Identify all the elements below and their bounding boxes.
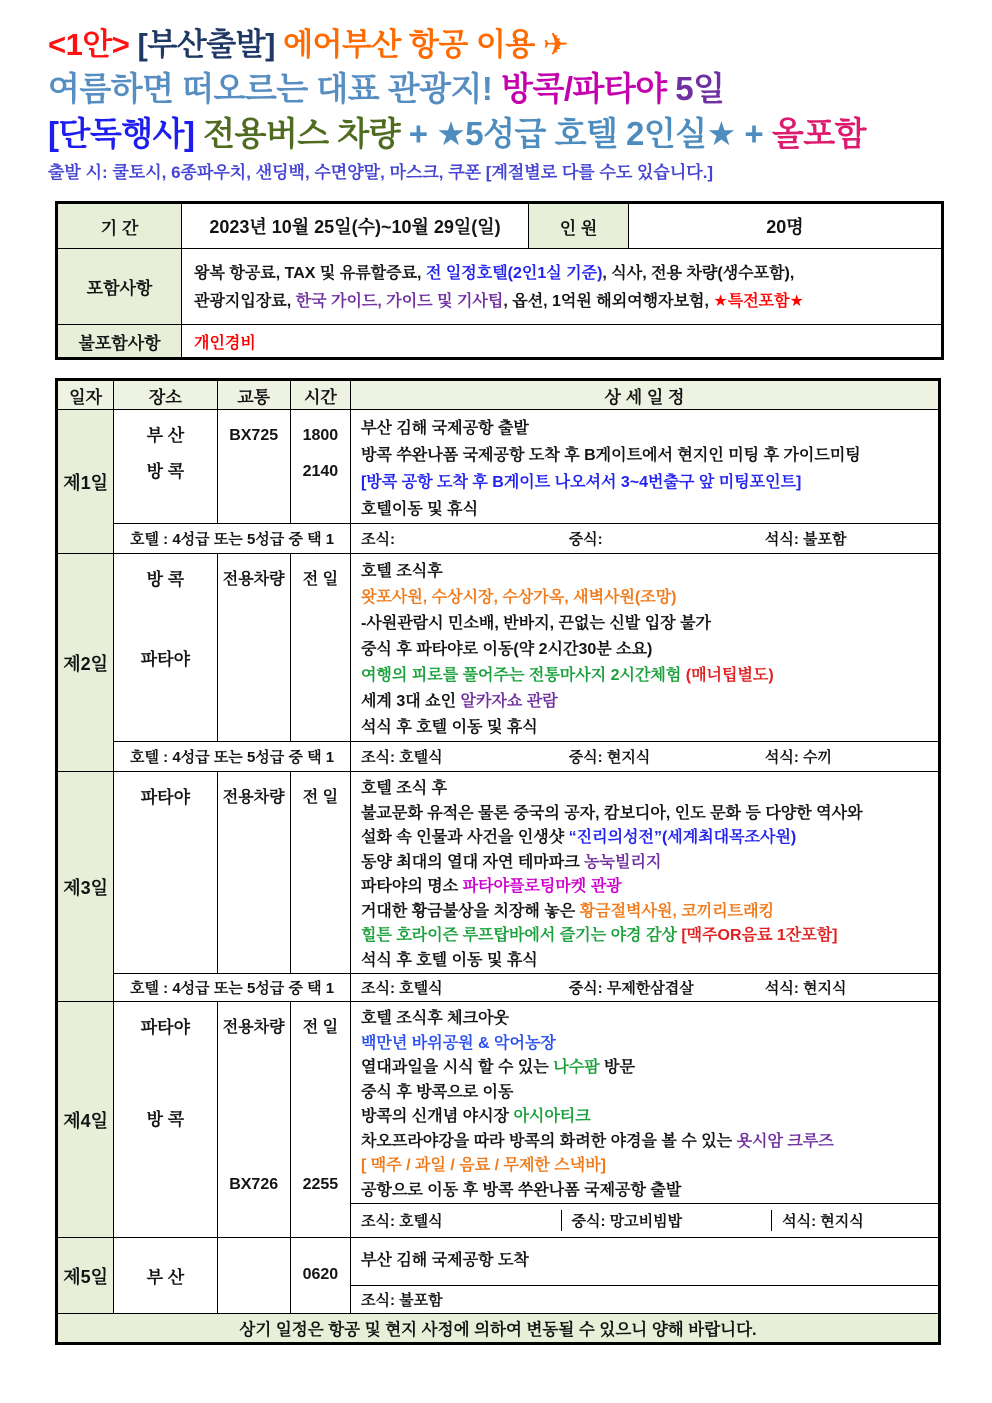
- detail-line: 여행의 피로를 풀어주는 전통마사지 2시간체험 (매너팁별도): [360, 667, 774, 684]
- hotel-cell: 호텔 : 4성급 또는 5성급 중 택 1: [114, 742, 351, 772]
- title-line-3: [단독행사] 전용버스 차량 + ★5성급 호텔 2인실★ + 올포함: [48, 115, 866, 152]
- transport-cell: [217, 1238, 290, 1314]
- detail-line: 호텔 조식후: [360, 563, 443, 580]
- people-value: 20명: [629, 203, 943, 249]
- transport-entry: 전용차량: [222, 789, 285, 806]
- detail-line: -사원관람시 민소배, 반바지, 끈없는 신발 입장 불가: [360, 615, 711, 632]
- time-entry: 1800: [302, 427, 339, 444]
- detail-line: 왓포사원, 수상시장, 수상가옥, 새벽사원(조망): [360, 589, 677, 606]
- detail-line: 차오프라야강을 따라 방콕의 화려한 야경을 볼 수 있는 욧시암 크루즈: [360, 1132, 834, 1150]
- period-value: 2023년 10월 25일(수)~10월 29일(일): [182, 203, 529, 249]
- meal-breakfast: 조식: 호텔식: [351, 1210, 562, 1231]
- detail-line: 동양 최대의 열대 자연 테마파크 농눅빌리지: [360, 853, 662, 871]
- place-entry: 파타야: [140, 650, 190, 669]
- col-header-place: 장소: [114, 380, 217, 410]
- transport-cell: [217, 554, 290, 742]
- meal-lunch: 중식: 망고비빔밥: [562, 1210, 773, 1231]
- meals-cell: [350, 742, 939, 772]
- detail-line: 방콕 쑤완나폼 국제공항 도착 후 B게이트에서 현지인 미팅 후 가이드미팅: [360, 447, 861, 464]
- detail-cell: [350, 1238, 939, 1286]
- hotel-cell: 호텔 : 4성급 또는 5성급 중 택 1: [114, 974, 351, 1002]
- meals-cell: [350, 1286, 939, 1314]
- detail-line: [방콕 공항 도착 후 B게이트 나오셔서 3~4번출구 앞 미팅포인트]: [360, 474, 802, 491]
- detail-line: 호텔이동 및 휴식: [360, 501, 479, 518]
- title-line-1: <1안> [부산출발] 에어부산 항공 이용 ✈: [48, 27, 569, 62]
- detail-line: 힐튼 호라이즌 루프탑바에서 즐기는 야경 감상 [맥주OR음료 1잔포함]: [360, 927, 838, 944]
- meal-dinner: 석식: 수끼: [764, 749, 832, 766]
- day-label: 제2일: [57, 554, 114, 772]
- place-cell: [114, 772, 217, 974]
- meal-dinner: 석식: 현지식: [782, 1213, 864, 1230]
- departure-gift-note: 출발 시: 쿨토시, 6종파우치, 샌딩백, 수면양말, 마스크, 쿠폰 [계절별로 다를 수도 있습니다.]: [48, 163, 714, 182]
- detail-cell: [350, 1002, 939, 1204]
- day-label: 제4일: [57, 1002, 114, 1238]
- detail-cell: [350, 410, 939, 524]
- period-label: 기 간: [57, 203, 182, 249]
- detail-line: 거대한 황금불상을 치장해 놓은 황금절벽사원, 코끼리트래킹: [360, 902, 775, 920]
- place-entry: 부 산: [146, 426, 185, 445]
- col-header-transport: 교통: [217, 380, 290, 410]
- detail-line: 호텔 조식 후: [360, 780, 448, 797]
- meal-lunch: 중식: 무제한삼겹살: [568, 980, 694, 997]
- detail-line: 공항으로 이동 후 방콕 쑤완나폼 국제공항 출발: [360, 1181, 682, 1199]
- included-line-2: 관광지입장료, 한국 가이드, 가이드 및 기사팁, 옵션, 1억원 해외여행자보험, ★특전포함★: [194, 292, 804, 310]
- info-table: [55, 201, 944, 360]
- detail-line: 호텔 조식후 체크아웃: [360, 1010, 509, 1027]
- time-entry: 2140: [302, 463, 339, 480]
- meal-breakfast: 조식:: [360, 531, 395, 548]
- transport-cell: [217, 772, 290, 974]
- detail-line: 중식 후 파타야로 이동(약 2시간30분 소요): [360, 641, 653, 658]
- meal-dinner: 석식: 불포함: [764, 531, 847, 548]
- meal-breakfast: 조식: 불포함: [360, 1292, 443, 1309]
- time-entry: 전 일: [302, 1019, 339, 1036]
- meal-dinner: 석식: 현지식: [764, 980, 847, 997]
- excluded-label: 불포함사항: [57, 325, 182, 359]
- excluded-value: 개인경비: [182, 325, 943, 359]
- transport-cell: [217, 410, 290, 524]
- meals-cell: [350, 1204, 939, 1238]
- time-cell: [290, 410, 350, 524]
- col-header-time: 시간: [290, 380, 350, 410]
- detail-line: 중식 후 방콕으로 이동: [360, 1083, 514, 1101]
- title-line-2: 여름하면 떠오르는 대표 관광지! 방콕/파타야 5일: [48, 70, 725, 107]
- detail-line: 백만년 바위공원 & 악어농장: [360, 1034, 556, 1052]
- place-entry: 파타야: [140, 788, 190, 807]
- detail-line: 방콕의 신개념 야시장 아시아티크: [360, 1108, 591, 1125]
- detail-line: 파타야의 명소 파타야플로팅마켓 관광: [360, 878, 622, 895]
- time-entry: 전 일: [302, 571, 339, 588]
- flight-number: BX726: [229, 1176, 279, 1193]
- time-entry: 2255: [302, 1176, 339, 1193]
- detail-cell: [350, 772, 939, 974]
- time-entry: 전 일: [302, 789, 339, 806]
- place-cell: [114, 1002, 217, 1238]
- place-entry: 방 콕: [146, 1110, 185, 1129]
- time-cell: [290, 1002, 350, 1238]
- meal-lunch: 중식:: [568, 531, 603, 548]
- place-entry: 방 콕: [146, 462, 185, 481]
- meal-breakfast: 조식: 호텔식: [360, 749, 443, 766]
- time-cell: [290, 554, 350, 742]
- time-cell: [290, 772, 350, 974]
- place-cell: [114, 554, 217, 742]
- document-header: [0, 0, 992, 185]
- transport-entry: 전용차량: [222, 1019, 285, 1036]
- included-label: 포함사항: [57, 249, 182, 325]
- included-line-1: 왕복 항공료, TAX 및 유류할증료, 전 일정호텔(2인1실 기준), 식사, 전용 차량(생수포함),: [194, 264, 795, 282]
- detail-cell: [350, 554, 939, 742]
- place-entry: 파타야: [140, 1018, 190, 1037]
- flight-number: BX725: [229, 427, 279, 444]
- detail-line: 부산 김해 국제공항 도착: [360, 1252, 529, 1269]
- place-entry: 방 콕: [146, 570, 185, 589]
- place-cell: 부 산: [114, 1238, 217, 1314]
- people-label: 인 원: [529, 203, 629, 249]
- transport-cell: [217, 1002, 290, 1238]
- meal-breakfast: 조식: 호텔식: [360, 980, 443, 997]
- meals-cell: [350, 974, 939, 1002]
- schedule-change-note: 상기 일정은 항공 및 현지 사정에 의하여 변동될 수 있으니 양해 바랍니다.: [57, 1314, 940, 1344]
- detail-line: 석식 후 호텔 이동 및 휴식: [360, 719, 538, 736]
- itinerary-table: [55, 378, 941, 1345]
- hotel-cell: 호텔 : 4성급 또는 5성급 중 택 1: [114, 524, 351, 554]
- day-label: 제1일: [57, 410, 114, 554]
- col-header-date: 일자: [57, 380, 114, 410]
- day-label: 제5일: [57, 1238, 114, 1314]
- day-label: 제3일: [57, 772, 114, 1002]
- detail-line: 설화 속 인물과 사건을 인생샷 “진리의성전”(세계최대목조사원): [360, 829, 797, 846]
- detail-line: [ 맥주 / 과일 / 음료 / 무제한 스낵바]: [360, 1157, 606, 1174]
- detail-line: 석식 후 호텔 이동 및 휴식: [360, 951, 538, 969]
- meals-cell: [350, 524, 939, 554]
- col-header-detail: 상 세 일 정: [350, 380, 939, 410]
- detail-line: 부산 김해 국제공항 출발: [360, 420, 529, 437]
- time-cell: 0620: [290, 1238, 350, 1314]
- detail-line: 열대과일을 시식 할 수 있는 나수팜 방문: [360, 1059, 635, 1076]
- meal-lunch: 중식: 현지식: [568, 749, 651, 766]
- detail-line: 불교문화 유적은 물론 중국의 공자, 캄보디아, 인도 문화 등 다양한 역사와: [360, 804, 863, 822]
- transport-entry: 전용차량: [222, 571, 285, 588]
- detail-line: 세계 3대 쇼인 알카자쇼 관람: [360, 693, 558, 710]
- place-cell: [114, 410, 217, 524]
- included-items: [182, 249, 943, 325]
